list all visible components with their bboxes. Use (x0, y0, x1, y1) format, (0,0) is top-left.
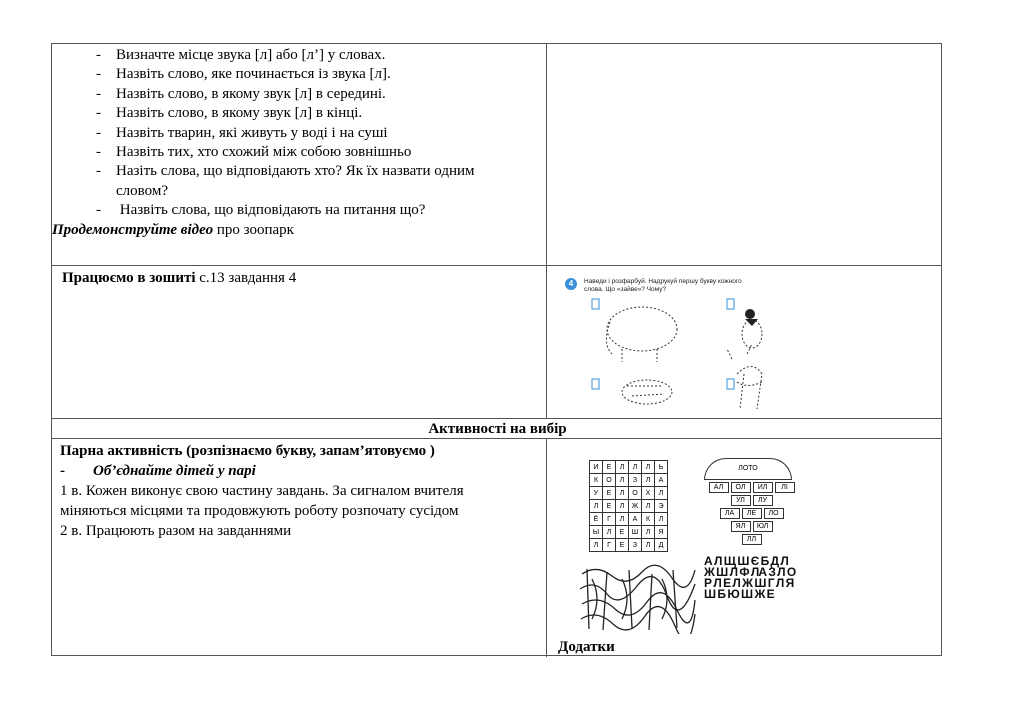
appendix-label: Додатки (558, 639, 615, 655)
grid-cell: Е (603, 500, 616, 513)
column-divider-top (546, 44, 547, 418)
grid-cell: Л (603, 526, 616, 539)
loto-image (704, 458, 799, 558)
grid-cell: Ё (590, 513, 603, 526)
grid-cell: З (629, 474, 642, 487)
loto-card: ЛЕ (742, 508, 762, 519)
grid-cell: Л (642, 539, 655, 552)
loto-card: ЮЛ (753, 521, 773, 532)
grid-cell: З (629, 539, 642, 552)
list-item: - Визначте місце звука [л] або [л’] у словах. (96, 47, 386, 63)
grid-row (590, 474, 668, 487)
list-item: - Назвіть слово, яке починається із звука [л]. (96, 66, 391, 83)
grid-cell: Л (629, 461, 642, 474)
grid-cell: Г (603, 513, 616, 526)
grid-cell: О (603, 474, 616, 487)
grid-row (590, 539, 668, 552)
task-number-badge: 4 (565, 278, 577, 290)
loto-card: ЛО (764, 508, 784, 519)
list-item: - Назвіть тварин, які живуть у воді і на суші (96, 124, 388, 141)
grid-cell: Е (603, 461, 616, 474)
loto-card: ЛІ (775, 482, 795, 493)
list-item: - Назвіть тих, хто схожий між собою зовнішньо (96, 144, 412, 161)
grid-cell: Л (616, 500, 629, 513)
grid-cell: Д (655, 539, 668, 552)
activities-header: Активності на вибір (428, 421, 567, 437)
loto-card: ЯЛ (731, 521, 751, 532)
grid-cell: Л (616, 487, 629, 500)
grid-cell: Л (616, 474, 629, 487)
loto-card: ОЛ (731, 482, 751, 493)
grid-row (590, 513, 668, 526)
letter-cloud-image: А Л Щ Ш Є Б Д ЛЖ Ш Л Ф ЛА З Л О Р Л Е Л Ж Ш Г Л Я Ш Б Ю Ш Ж Е (704, 556, 796, 601)
list-item: - Назвіть слово, в якому звук [л] в середині. (96, 85, 386, 102)
task-instruction: Наведи і розфарбуй. Надрукуй першу букву кожного слова. Що «зайве»? Чому? (584, 278, 742, 293)
grid-cell: Л (642, 474, 655, 487)
letter-grid-image (589, 460, 668, 552)
column-divider-bottom (546, 438, 547, 657)
loto-title: ЛОТО (704, 458, 792, 480)
grid-cell: А (629, 513, 642, 526)
loto-row (704, 521, 799, 532)
loto-card: АЛ (709, 482, 729, 493)
grid-row (590, 461, 668, 474)
loto-card: УЛ (731, 495, 751, 506)
loto-row (704, 495, 799, 506)
grid-cell: К (590, 474, 603, 487)
row-divider-1 (52, 265, 941, 266)
grid-cell: Л (655, 487, 668, 500)
pair-bullet: - Об’єднайте дітей у парі (60, 463, 256, 479)
grid-cell: А (655, 474, 668, 487)
loto-row (704, 508, 799, 519)
loto-row (704, 482, 799, 493)
grid-cell: Я (655, 526, 668, 539)
grid-cell: Ш (629, 526, 642, 539)
grid-row (590, 487, 668, 500)
grid-cell: Ь (655, 461, 668, 474)
dotted-animals-drawing (562, 274, 777, 414)
grid-cell: Л (590, 500, 603, 513)
grid-cell: Л (616, 461, 629, 474)
grid-cell: Е (616, 539, 629, 552)
letter-grid (589, 460, 668, 552)
row1-left-cell (52, 46, 542, 240)
grid-cell: Е (603, 487, 616, 500)
grid-row (590, 526, 668, 539)
list-item: - Назвіть слова, що відповідають на питання що? (96, 202, 426, 219)
pair-activity-title: Парна активність (розпізнаємо букву, запам’ятовуємо ) (60, 443, 435, 459)
grid-cell: У (590, 487, 603, 500)
grid-cell: К (642, 513, 655, 526)
list-item-continuation: словом? (116, 182, 168, 199)
letter-maze-image (577, 564, 697, 634)
list-item: - Назвіть слово, в якому звук [л] в кінці. (96, 105, 363, 122)
grid-cell: О (629, 487, 642, 500)
grid-cell: Е (616, 526, 629, 539)
loto-card: ИЛ (753, 482, 773, 493)
lesson-table (51, 43, 942, 656)
row4-left-cell: Парна активність (розпізнаємо букву, запам’ятовуємо ) - Об’єднайте дітей у парі 1 в. Кожен виконує свою частину завдань. За сигналом вчителя міняються місцями та продовжують роботу розпочату сусідом 2 в. Працюють разом на завданнями (60, 441, 546, 541)
loto-card: ЛУ (753, 495, 773, 506)
maze-drawing (577, 564, 697, 634)
grid-cell: Л (655, 513, 668, 526)
grid-row (590, 500, 668, 513)
grid-cell: Л (616, 513, 629, 526)
grid-cell: Л (642, 526, 655, 539)
workbook-exercise-image (562, 274, 777, 414)
grid-cell: Л (642, 500, 655, 513)
grid-cell: Ж (629, 500, 642, 513)
grid-cell: Л (642, 461, 655, 474)
loto-row (704, 534, 799, 545)
loto-card: ЛЛ (742, 534, 762, 545)
row-divider-2 (52, 418, 941, 419)
grid-cell: Г (603, 539, 616, 552)
grid-cell: Х (642, 487, 655, 500)
grid-cell: Л (590, 539, 603, 552)
demo-line: Продемонструйте відео про зоопарк (52, 221, 294, 238)
grid-cell: Ы (590, 526, 603, 539)
grid-cell: И (590, 461, 603, 474)
grid-cell: Э (655, 500, 668, 513)
list-item: - Назіть слова, що відповідають хто? Як їх назвати одним (96, 163, 475, 180)
loto-cards (704, 482, 799, 545)
loto-card: ЛА (720, 508, 740, 519)
row2-left-cell: Працюємо в зошиті с.13 завдання 4 (62, 270, 297, 286)
